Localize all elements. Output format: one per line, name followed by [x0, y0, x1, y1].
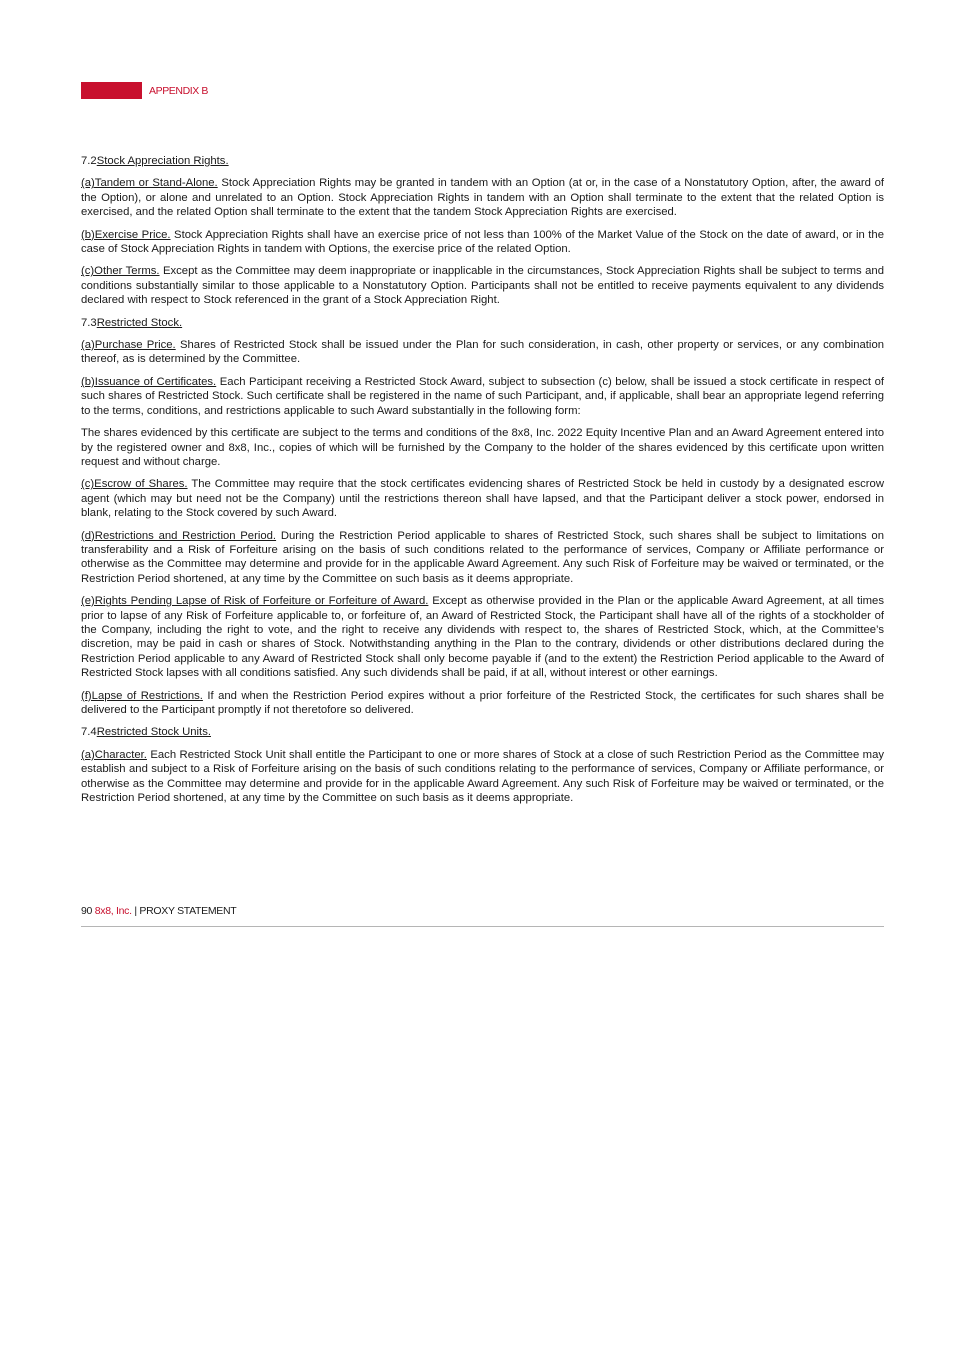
paragraph-heading: (c)Other Terms. [81, 265, 160, 278]
paragraph-heading: (f)Lapse of Restrictions. [81, 689, 203, 702]
paragraph-heading: (a)Character. [81, 748, 147, 761]
section-label: APPENDIX B [149, 84, 209, 97]
paragraph-tandem: (a)Tandem or Stand-Alone. Stock Appreciation Rights may be granted in tandem with an Option (at or, in the case of a Nonstatutory Option, after, the award of the Option), or alone and unrelated to an Option. Stock Appreciation Rights in tandem with an Option shall terminate to the extent that the related Option is exercised, and the related Option shall terminate to the extent that the tandem Stock Appreciation Rights are exercised. [81, 177, 884, 219]
paragraph-rights-pending: (e)Rights Pending Lapse of Risk of Forfeiture or Forfeiture of Award. Except as otherwise provided in the Plan or the applicable Award Agreement, at all times prior to lapse of any Risk of Forfeiture applicable to, or forfeiture of, an Award of Restricted Stock, the Participant shall have all of the rights of a stockholder of the Company, including the right to vote, and the right to receive any dividends with respect to, the shares of Restricted Stock, which, at the Committee’s discretion, may be paid in cash or shares of Stock. Notwithstanding anything in the Plan to the contrary, dividends or other distributions declared during the Restriction Period applicable to any Award of Restricted Stock shall only become payable if (and to the extent) the Restriction Period applicable to the Award of Restricted Stock lapses with all conditions satisfied. Any such dividends shall be paid, if at all, without interest or other earnings. [81, 595, 884, 680]
document-title: | PROXY STATEMENT [131, 905, 237, 917]
paragraph-heading: (b)Issuance of Certificates. [81, 375, 217, 388]
paragraph-restrictions: (d)Restrictions and Restriction Period. During the Restriction Period applicable to shares of Restricted Stock, such shares shall be subject to limitations on transferability and a Risk of Forfeiture arising on the basis of such conditions related to the performance of services, Company or Affiliate performance or otherwise as the Committee may determine and provide for in the applicable Award Agreement. Any such Risk of Forfeiture may be waived or terminated, or the Restriction Period shortened, at any time by the Committee on such basis as it deems appropriate. [81, 529, 884, 585]
paragraph-heading: (a)Purchase Price. [81, 339, 176, 352]
certificate-legend: The shares evidenced by this certificate are subject to the terms and conditions of the 8x8, Inc. 2022 Equity Incentive Plan and an Award Agreement entered into by the registered owner and 8x8, Inc., copies of which will be furnished by the Company to the holder of the shares evidenced by this certificate upon written request and without charge. [81, 427, 884, 468]
section-heading-7-3: 7.3Restricted Stock. [81, 316, 183, 329]
paragraph-issuance: (b)Issuance of Certificates. Each Participant receiving a Restricted Stock Award, subject to subsection (c) below, shall be issued a stock certificate in respect of such shares of Restricted Stock. Such certificate shall be registered in the name of such Participant, and, if applicable, shall bear an appropriate legend referring to the terms, conditions, and restrictions applicable to such Award substantially in the following form: [81, 375, 884, 417]
paragraph-other-terms: (c)Other Terms. Except as the Committee may deem inappropriate or inapplicable in the circumstances, Stock Appreciation Rights shall be subject to terms and conditions substantially similar to those applicable to a Nonstatutory Option. Participants shall not be entitled to receive payments equivalent to any dividends declared with respect to Stock referenced in the grant of a Stock Appreciation Right. [81, 265, 884, 307]
header-accent-bar [81, 82, 142, 99]
paragraph-escrow: (c)Escrow of Shares. The Committee may require that the stock certificates evidencing shares of Restricted Stock be held in custody by a designated escrow agent (which may but need not be the Company) until the restrictions thereon shall have lapsed, and that the Participant deliver a stock power, endorsed in blank, relating to the Stock covered by such Award. [81, 478, 884, 520]
paragraph-purchase-price: (a)Purchase Price. Shares of Restricted Stock shall be issued under the Plan for such consideration, in cash, other property or services, or any combination thereof, as is determined by the Committee. [81, 339, 885, 366]
document-body [81, 154, 884, 813]
paragraph-heading: (e)Rights Pending Lapse of Risk of Forfeiture or Forfeiture of Award. [81, 595, 429, 608]
section-heading-7-2: 7.2Stock Appreciation Rights. [81, 155, 229, 167]
page-footer [81, 905, 884, 927]
paragraph-heading: (c)Escrow of Shares. [81, 478, 188, 491]
paragraph-lapse: (f)Lapse of Restrictions. If and when the Restriction Period expires without a prior forfeiture of the Restricted Stock, the certificates for such shares shall be delivered to the Participant promptly if not theretofore so delivered. [81, 689, 884, 716]
company-name: 8x8, Inc. [94, 905, 132, 917]
paragraph-heading: (d)Restrictions and Restriction Period. [81, 529, 277, 542]
section-heading-7-4: 7.4Restricted Stock Units. [81, 726, 211, 739]
paragraph-character: (a)Character. Each Restricted Stock Unit shall entitle the Participant to one or more shares of Stock at a close of such Restriction Period as the Committee may establish and subject to a Risk of Forfeiture arising on the basis of such conditions relating to the performance of services, Company or Affiliate performance, or otherwise as the Committee may determine and provide for in the applicable Award Agreement. Any such Risk of Forfeiture may be waived or terminated, or the Restriction Period shortened, at any time by the Committee on such basis as it deems appropriate. [81, 748, 884, 805]
paragraph-exercise-price: (b)Exercise Price. Stock Appreciation Rights shall have an exercise price of not less than 100% of the Market Value of the Stock on the date of award, or in the case of Stock Appreciation Rights in tandem with Options, the exercise price of the related Option. [81, 228, 884, 256]
page-number: 90 [81, 905, 93, 917]
page-header [81, 82, 208, 99]
paragraph-heading: (b)Exercise Price. [81, 228, 171, 241]
paragraph-heading: (a)Tandem or Stand-Alone. [81, 177, 218, 190]
